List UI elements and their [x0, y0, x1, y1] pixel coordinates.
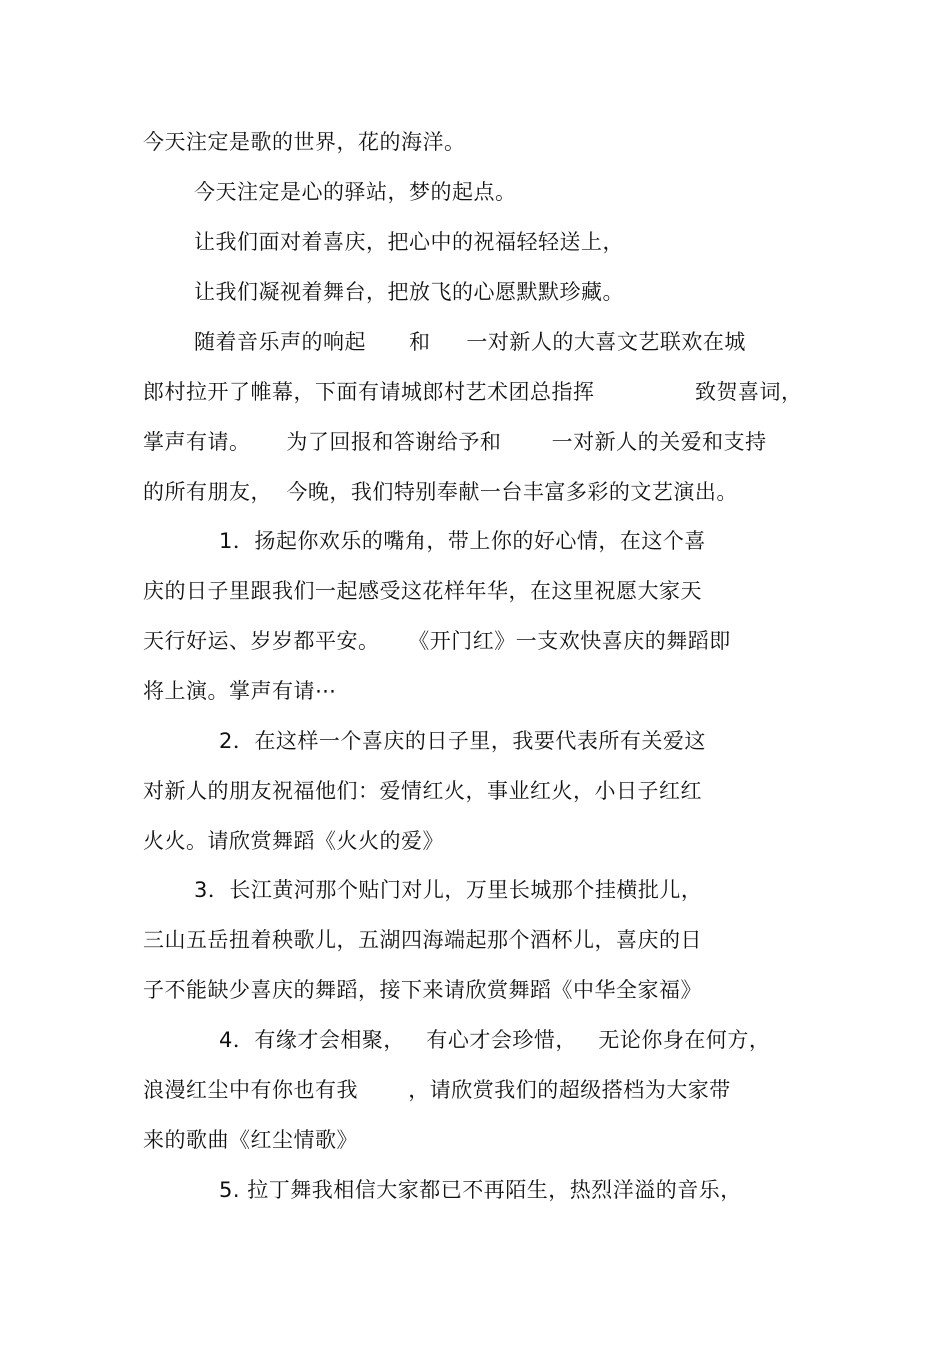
text-line-6: 郎村拉开了帷幕，下面有请城郎村艺术团总指挥 致贺喜词， [143, 380, 803, 404]
text-line-2: 今天注定是心的驿站，梦的起点。 [194, 180, 517, 204]
text-line-13: 2．在这样一个喜庆的日子里，我要代表所有关爱这 [219, 729, 706, 753]
text-line-9: 1．扬起你欢乐的嘴角，带上你的好心情，在这个喜 [219, 529, 706, 553]
text-line-7: 掌声有请。 为了回报和答谢给予和 一对新人的关爱和支持 [143, 430, 767, 454]
text-line-5: 随着音乐声的响起 和 一对新人的大喜文艺联欢在城 [194, 330, 746, 354]
text-line-15: 火火。请欣赏舞蹈《火火的爱》 [143, 829, 444, 853]
text-line-4: 让我们凝视着舞台，把放飞的心愿默默珍藏。 [194, 280, 624, 304]
text-line-11: 天行好运、岁岁都平安。 《开门红》一支欢快喜庆的舞蹈即 [143, 629, 731, 653]
text-line-21: 来的歌曲《红尘情歌》 [143, 1128, 358, 1152]
text-line-16: 3．长江黄河那个贴门对儿，万里长城那个挂横批儿， [194, 878, 703, 902]
text-line-20: 浪漫红尘中有你也有我 ，请欣赏我们的超级搭档为大家带 [143, 1078, 731, 1102]
text-line-22: 5. 拉丁舞我相信大家都已不再陌生，热烈洋溢的音乐， [219, 1178, 742, 1202]
text-line-19: 4．有缘才会相聚， 有心才会珍惜， 无论你身在何方， [219, 1028, 771, 1052]
text-line-3: 让我们面对着喜庆，把心中的祝福轻轻送上， [194, 230, 624, 254]
text-line-14: 对新人的朋友祝福他们：爱情红火，事业红火，小日子红红 [143, 779, 702, 803]
text-line-1: 今天注定是歌的世界，花的海洋。 [143, 130, 466, 154]
text-line-12: 将上演。掌声有请⋯ [143, 679, 337, 703]
text-line-18: 子不能缺少喜庆的舞蹈，接下来请欣赏舞蹈《中华全家福》 [143, 978, 702, 1002]
text-line-17: 三山五岳扭着秧歌儿，五湖四海端起那个酒杯儿，喜庆的日 [143, 928, 702, 952]
text-line-10: 庆的日子里跟我们一起感受这花样年华，在这里祝愿大家天 [143, 579, 702, 603]
text-line-8: 的所有朋友， 今晚，我们特别奉献一台丰富多彩的文艺演出。 [143, 480, 738, 504]
